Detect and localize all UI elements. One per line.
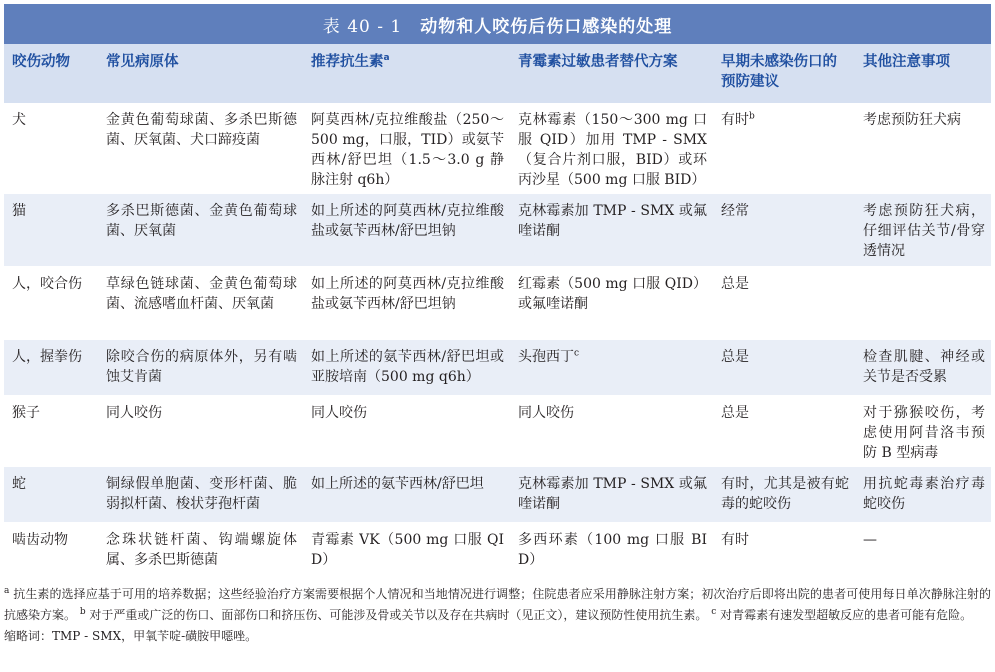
cell-antibiotics: 如上所述的阿莫西林/克拉维酸盐或氨苄西林/舒巴坦钠 [303,193,510,266]
cell-pathogens: 同人咬伤 [106,404,162,421]
footnote-mark-c: c [711,607,717,617]
table-title-bar [4,4,991,44]
cell-alternative: 红霉素（500 mg 口服 QID）或氟喹诺酮 [518,275,707,312]
table-row [4,522,991,576]
cell-pathogens: 念珠状链杆菌、钩端螺旋体属、多杀巴斯德菌 [106,531,297,568]
header-notes: 其他注意事项 [855,44,991,103]
cell-notes: — [863,531,877,548]
cell-animal: 猫 [4,193,98,266]
cell-antibiotics: 如上所述的氨苄西林/舒巴坦 [303,466,510,522]
table-row [4,266,991,339]
cell-alternative: 克林霉素（150～300 mg 口服 QID）加用 TMP - SMX（复合片剂口服，BID）或环丙沙星（500 mg 口服 BID） [518,112,707,188]
footnotes [4,584,991,647]
cell-pathogens: 除咬合伤的病原体外，另有啮蚀艾肯菌 [98,339,303,395]
cell-notes: 对于猕猴咬伤，考虑使用阿昔洛韦预防 B 型病毒 [863,404,985,461]
cell-pathogens: 金黄色葡萄球菌、多杀巴斯德菌、厌氧菌、犬口蹄疫菌 [106,112,297,148]
cell-prophylaxis: 总是 [721,404,749,421]
table-row [4,339,991,395]
header-prophylaxis: 早期未感染伤口的预防建议 [713,44,855,103]
cell-alternative: 同人咬伤 [518,404,574,421]
footnote-ref-b: b [749,111,755,122]
cell-notes: 考虑预防狂犬病 [863,112,961,128]
cell-antibiotics: 如上所述的氨苄西林/舒巴坦或亚胺培南（500 mg q6h） [303,339,510,395]
table-number: 表 40 - 1 [322,16,403,37]
cell-animal: 人，握拳伤 [4,339,98,395]
cell-alternative: 克林霉素加 TMP - SMX 或氟喹诺酮 [510,193,713,266]
abbreviations: 缩略词：TMP - SMX，甲氧苄啶-磺胺甲噁唑。 [4,629,258,643]
cell-pathogens: 铜绿假单胞菌、变形杆菌、脆弱拟杆菌、梭状芽孢杆菌 [98,466,303,522]
footnote-c: 对青霉素有速发型超敏反应的患者可能有危险。 [716,608,973,622]
footnote-block [4,584,991,626]
cell-animal: 蛇 [4,466,98,522]
cell-notes [855,266,991,339]
footnote-mark-b: b [79,607,86,617]
cell-prophylaxis: 总是 [713,339,855,395]
cell-antibiotics: 青霉素 VK（500 mg 口服 QID） [311,531,504,568]
cell-pathogens: 草绿色链球菌、金黄色葡萄球菌、流感嗜血杆菌、厌氧菌 [106,275,297,312]
table-row [4,193,991,266]
header-alternative: 青霉素过敏患者替代方案 [510,44,713,103]
cell-animal: 人，咬合伤 [12,275,82,292]
cell-notes: 检查肌腱、神经或关节是否受累 [855,339,991,395]
header-pathogens: 常见病原体 [98,44,303,103]
cell-prophylaxis: 有时，尤其是被有蛇毒的蛇咬伤 [713,466,855,522]
cell-prophylaxis: 有时 [721,531,749,548]
footnote-a: 抗生素的选择应基于可用的培养数据；这些经验治疗方案需要根据个人情况和当地情况进行调整；住院患者应采用静脉注射方案；初次治疗后即将出院的患者可使用每日单次静脉注射的抗感染方案。 [4,587,991,622]
footnote-mark-a: a [4,586,10,596]
table-header-row [4,44,991,103]
cell-antibiotics: 同人咬伤 [311,404,367,421]
cell-alternative: 头孢西丁$^c$ [510,339,713,395]
cell-prophylaxis: 有时$^b$ [721,111,755,128]
cell-antibiotics: 阿莫西林/克拉维酸盐（250～500 mg，口服，TID）或氨苄西林/舒巴坦（1.5～3.0 g 静脉注射 q6h） [311,112,504,188]
cell-animal: 啮齿动物 [12,531,68,548]
table-row [4,103,991,193]
table-row [4,466,991,522]
table-title: 动物和人咬伤后伤口感染的处理 [420,16,673,37]
footnote-b: 对于严重或广泛的伤口、面部伤口和挤压伤、可能涉及骨或关节以及存在共病时（见正文），建议预防性使用抗生素。 [85,608,708,622]
cell-notes: 用抗蛇毒素治疗毒蛇咬伤 [855,466,991,522]
cell-animal: 犬 [12,112,26,128]
cell-pathogens: 多杀巴斯德菌、金黄色葡萄球菌、厌氧菌 [98,193,303,266]
footnote-ref-a: a [383,53,390,64]
cell-animal: 猴子 [12,404,40,421]
cell-prophylaxis: 经常 [713,193,855,266]
cell-notes: 考虑预防狂犬病，仔细评估关节/骨穿透情况 [855,193,991,266]
header-antibiotics: 推荐抗生素$^a$ [303,44,510,103]
cell-antibiotics: 如上所述的阿莫西林/克拉维酸盐或氨苄西林/舒巴坦钠 [311,275,504,312]
cell-alternative: 克林霉素加 TMP - SMX 或氟喹诺酮 [510,466,713,522]
table-row [4,395,991,466]
cell-alternative: 多西环素（100 mg 口服 BID） [518,531,707,568]
footnote-ref-c: c [574,347,580,358]
cell-prophylaxis: 总是 [721,275,749,292]
header-animal: 咬伤动物 [4,44,98,103]
treatment-table [4,44,991,577]
